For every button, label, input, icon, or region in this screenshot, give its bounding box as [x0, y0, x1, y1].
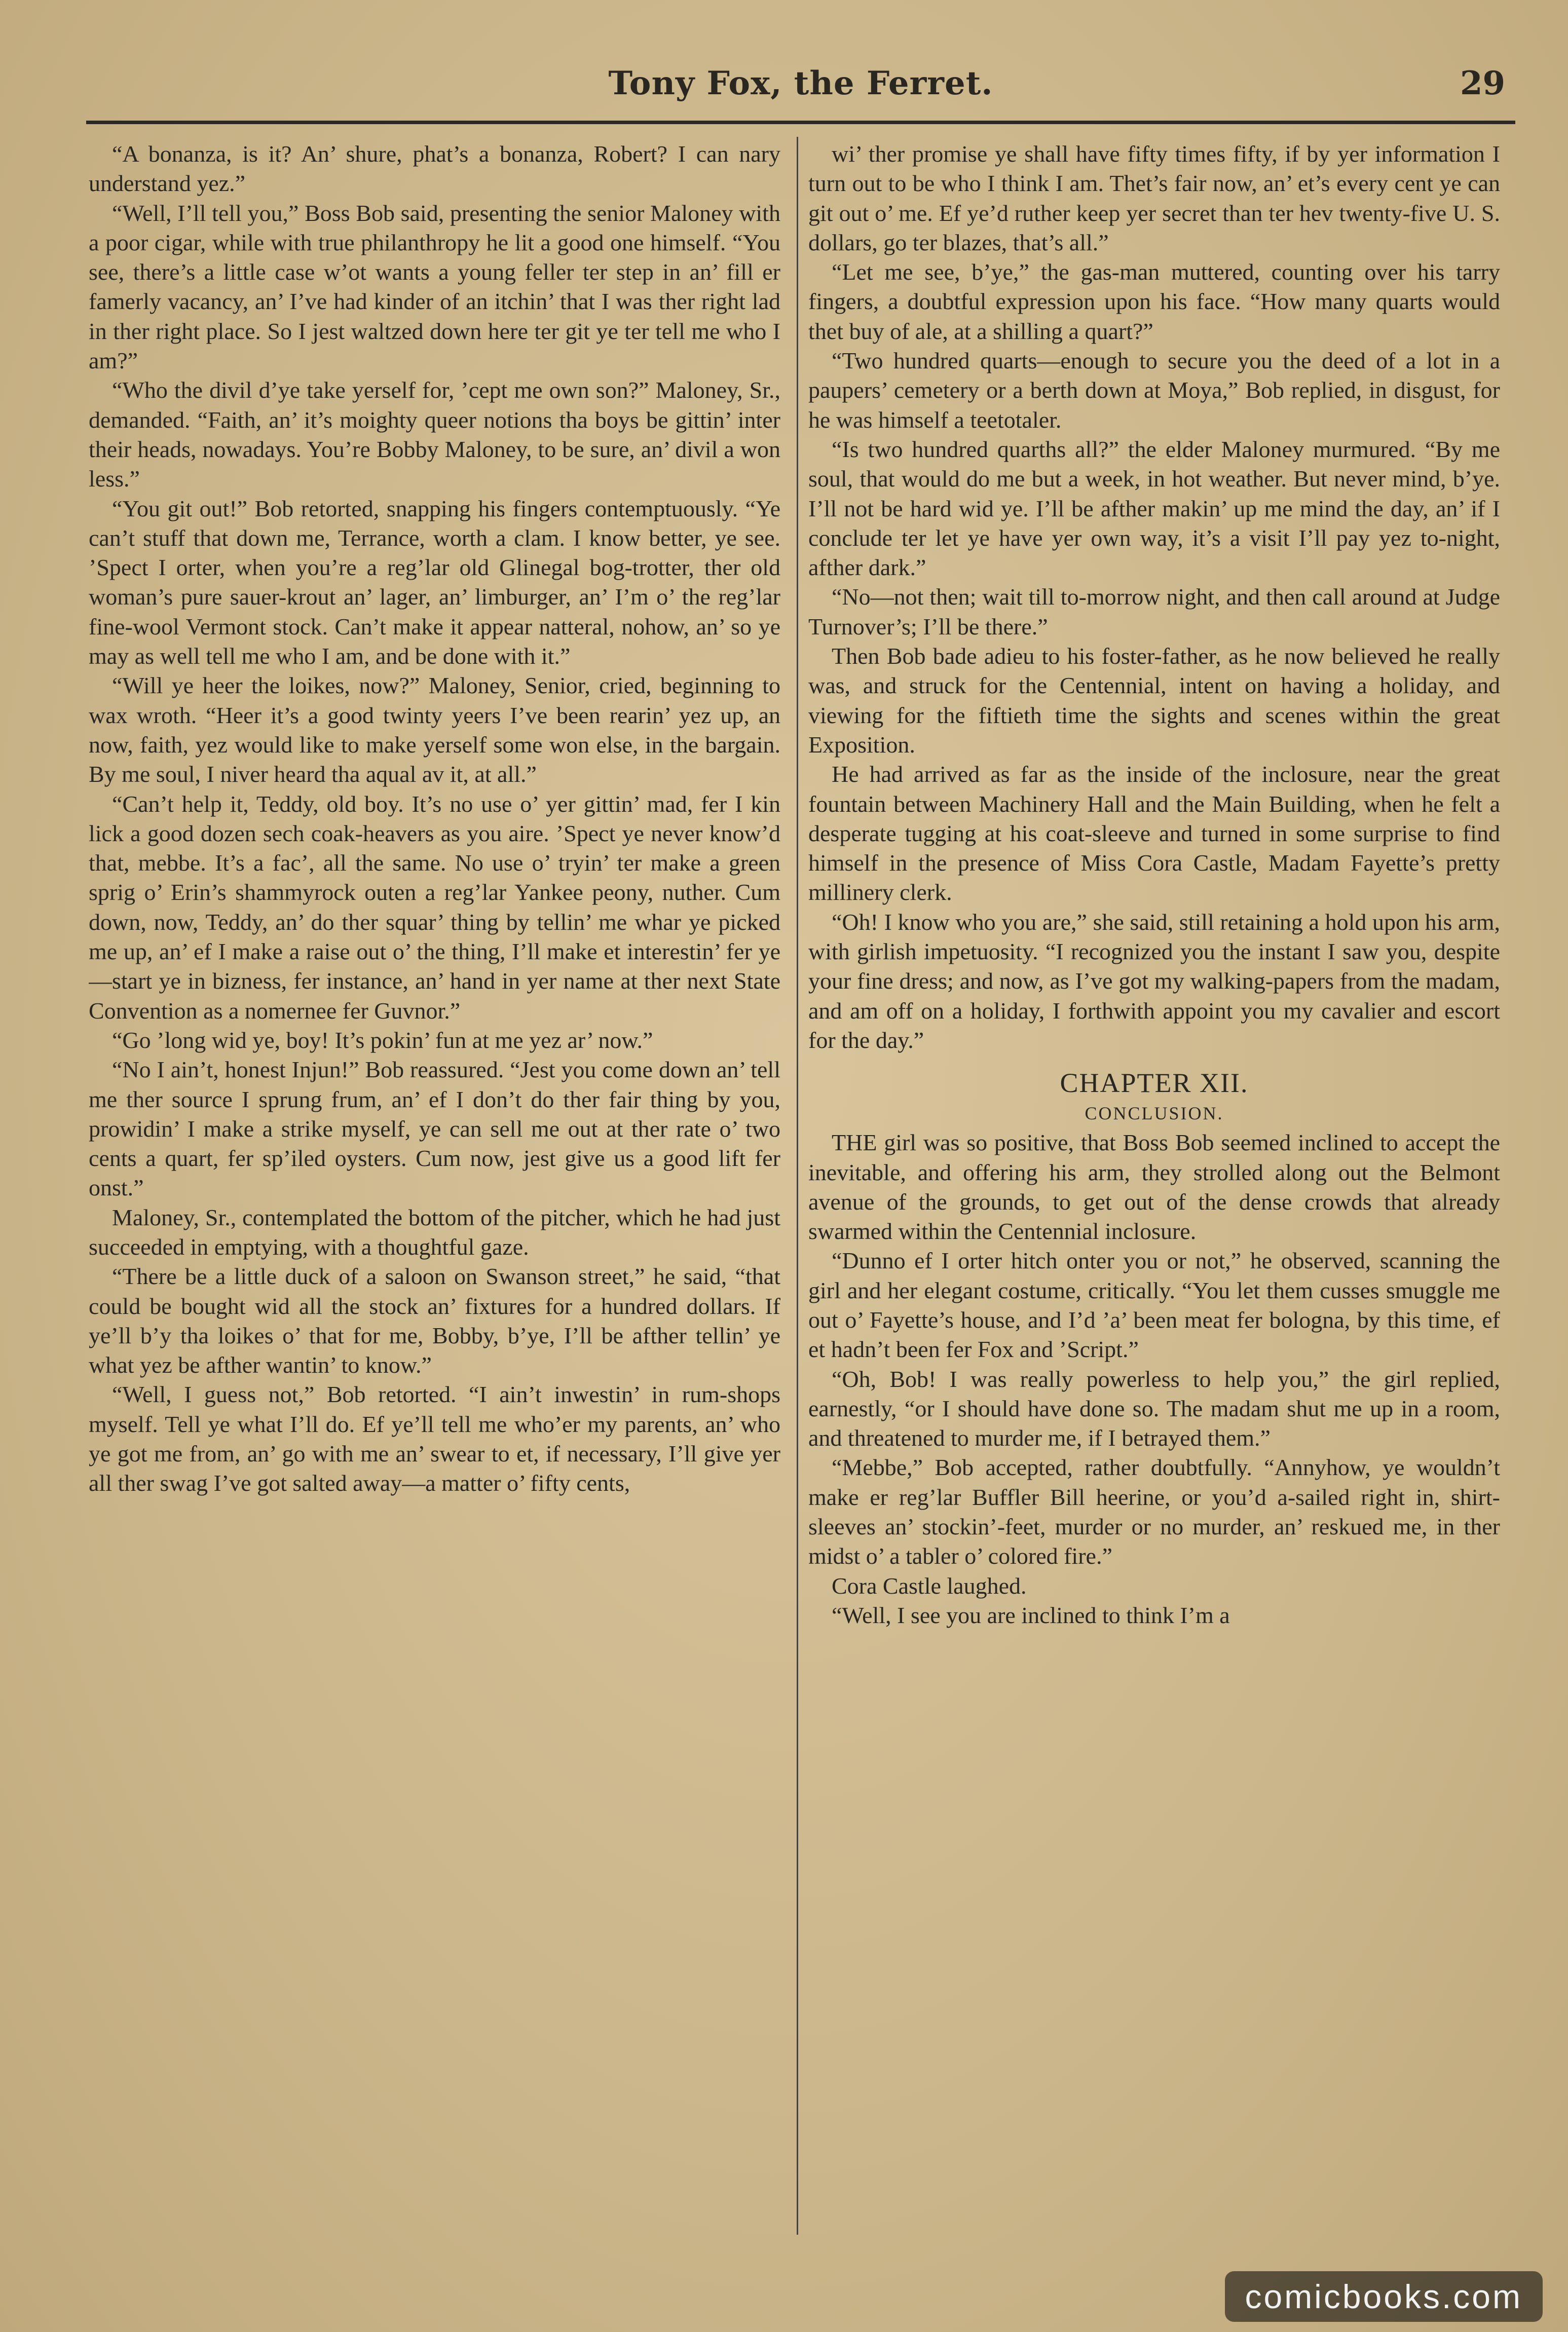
paragraph: “Is two hundred quarths all?” the elder Maloney murmured. “By me soul, that would do me but a week, in hot weather. But never mind, b’ye. I’ll not be hard wid ye. I’ll be afther makin’ up me mind the day, an’ if I conclude ter let ye have yer own way, it’s a visit I’ll pay yez to-night, afther dark.”	[808, 436, 1500, 581]
page-title: Tony Fox, the Ferret.	[608, 64, 993, 102]
column-divider	[797, 137, 798, 2235]
left-column	[89, 139, 780, 2247]
paragraph: THE girl was so positive, that Boss Bob seemed inclined to accept the inevitable, and offering his arm, they strolled along out the Belmont avenue of the grounds, to get out of the dense crowds that already swarmed within the Centennial inclosure.	[808, 1130, 1500, 1245]
paragraph: Then Bob bade adieu to his foster-father, as he now believed he really was, and struck for the Centennial, intent on having a holiday, and viewing for the fiftieth time the sights and scenes within the great Exposition.	[808, 643, 1500, 758]
paragraph: “There be a little duck of a saloon on Swanson street,” he said, “that could be bought wid all the stock an’ fixtures for a hundred dollars. If ye’ll b’y tha loikes o’ that for me, Bobby, b’ye, I’ll be afther tellin’ ye what yez be afther wantin’ to know.”	[89, 1263, 780, 1378]
paragraph: “Dunno ef I orter hitch onter you or not,” he observed, scanning the girl and her elegant costume, critically. “You let them cusses smuggle me out o’ Fayette’s house, and I’d ’a’ been meat fer bologna, by this time, ef et hadn’t been fer Fox and ’Script.”	[808, 1248, 1500, 1363]
paragraph: He had arrived as far as the inside of the inclosure, near the great fountain between Machinery Hall and the Main Building, when he felt a desperate tugging at his coat-sleeve and turned in some surprise to find himself in the presence of Miss Cora Castle, Madam Fayette’s pretty millinery clerk.	[808, 761, 1500, 906]
paragraph: “Who the divil d’ye take yerself for, ’cept me own son?” Maloney, Sr., demanded. “Faith, an’ it’s moighty queer notions tha boys be gittin’ inter their heads, nowadays. You’re Bobby Maloney, to be sure, an’ divil a won less.”	[89, 377, 780, 492]
paragraph: “Oh! I know who you are,” she said, still retaining a hold upon his arm, with girlish impetuosity. “I recognized you the instant I saw you, despite your fine dress; and now, as I’ve got my walking-papers from the madam, and am off on a holiday, I forthwith appoint you my cavalier and escort for the day.”	[808, 909, 1500, 1053]
paragraph: “A bonanza, is it? An’ shure, phat’s a bonanza, Robert? I can nary understand yez.”	[89, 141, 780, 197]
paragraph: “Well, I see you are inclined to think I’m a	[832, 1602, 1230, 1628]
paragraph: “Can’t help it, Teddy, old boy. It’s no use o’ yer gittin’ mad, fer I kin lick a good dozen sech coak-heavers as you aire. ’Spect ye never know’d that, mebbe. It’s a fac’, all the same. No use o’ tryin’ ter make a green sprig o’ Erin’s shammyrock outen a reg’lar Yankee peony, nuther. Cum down, now, Teddy, an’ do ther squar’ thing by tellin’ me whar ye picked me up, an’ ef I make a raise out o’ the thing, I’ll make et interestin’ fer ye—start ye in bizness, fer instance, an’ hand in yer name at ther next State Convention as a nomernee fer Guvnor.”	[89, 791, 780, 1024]
paragraph: “Well, I guess not,” Bob retorted. “I ain’t inwestin’ in rum-shops myself. Tell ye what I’ll do. Ef ye’ll tell me who’er my parents, an’ who ye got me from, an’ go with me an’ swear to et, if necessary, I’ll give yer all ther swag I’ve got salted away—a matter o’ fifty cents,	[89, 1381, 780, 1496]
running-header	[86, 61, 1515, 127]
paragraph: “Go ’long wid ye, boy! It’s pokin’ fun at me yez ar’ now.”	[112, 1027, 653, 1053]
paragraph: “Well, I’ll tell you,” Boss Bob said, presenting the senior Maloney with a poor cigar, while with true philanthropy he lit a good one himself. “You see, there’s a little case w’ot wants a young feller ter step in an’ fill er famerly vacancy, an’ I’ve had kinder of an itchin’ that I was ther right lad in ther right place. So I jest waltzed down here ter git ye ter tell me who I am?”	[89, 200, 780, 374]
right-column	[808, 139, 1500, 2247]
chapter-heading: CHAPTER XII.	[1060, 1068, 1249, 1099]
paragraph: “You git out!” Bob retorted, snapping his fingers contemptuously. “Ye can’t stuff that down me, Terrance, worth a clam. I know better, ye see. ’Spect I orter, when you’re a reg’lar old Glinegal bog-trotter, ther old woman’s pure sauer-krout an’ lager, an’ limburger, an’ I’m o’ the reg’lar fine-wool Vermont stock. Can’t make it appear natteral, nohow, an’ so ye may as well tell me who I am, and be done with it.”	[89, 495, 780, 669]
paragraph: “Oh, Bob! I was really powerless to help you,” the girl replied, earnestly, “or I should have done so. The madam shut me up in a room, and threatened to murder me, if I betrayed them.”	[808, 1366, 1500, 1451]
site-watermark: comicbooks.com	[1225, 2271, 1543, 2322]
paragraph: “Two hundred quarts—enough to secure you the deed of a lot in a paupers’ cemetery or a berth down at Moya,” Bob replied, in disgust, for he was himself a teetotaler.	[808, 348, 1500, 433]
paragraph: Maloney, Sr., contemplated the bottom of the pitcher, which he had just succeeded in emptying, with a thoughtful gaze.	[89, 1204, 780, 1260]
chapter-subtitle: CONCLUSION.	[1085, 1103, 1224, 1124]
paragraph: Cora Castle laughed.	[832, 1572, 1027, 1599]
paragraph: “No—not then; wait till to-morrow night, and then call around at Judge Turnover’s; I’ll be there.”	[808, 584, 1500, 640]
paragraph: “Will ye heer the loikes, now?” Maloney, Senior, cried, beginning to wax wroth. “Heer it’s a good twinty yeers I’ve been rearin’ yez up, an now, faith, yez would like to make yerself some won else, in the bargain. By me soul, I niver heard tha aqual av it, at all.”	[89, 672, 780, 787]
header-rule	[86, 121, 1515, 124]
page-number: 29	[1460, 64, 1505, 102]
paragraph: wi’ ther promise ye shall have fifty times fifty, if by yer information I turn out to be who I think I am. Thet’s fair now, an’ et’s every cent ye can git out o’ me. Ef ye’d ruther keep yer secret than ter hev twenty-five U. S. dollars, go ter blazes, that’s all.”	[808, 141, 1500, 255]
paragraph: “No I ain’t, honest Injun!” Bob reassured. “Jest you come down an’ tell me ther source I sprung frum, an’ ef I don’t do ther fair thing by you, prowidin’ I make a strike myself, ye can sell me out at ther rate o’ two cents a quart, fer sp’iled oysters. Cum now, jest give us a good lift fer onst.”	[89, 1057, 780, 1201]
paragraph: “Let me see, b’ye,” the gas-man muttered, counting over his tarry fingers, a doubtful expression upon his face. “How many quarts would thet buy of ale, at a shilling a quart?”	[808, 259, 1500, 344]
paragraph: “Mebbe,” Bob accepted, rather doubtfully. “Annyhow, ye wouldn’t make er reg’lar Buffler Bill heerine, or you’d a-sailed right in, shirt-sleeves an’ stockin’-feet, murder or no murder, an’ reskued me, in ther midst o’ a tabler o’ colored fire.”	[808, 1454, 1500, 1569]
